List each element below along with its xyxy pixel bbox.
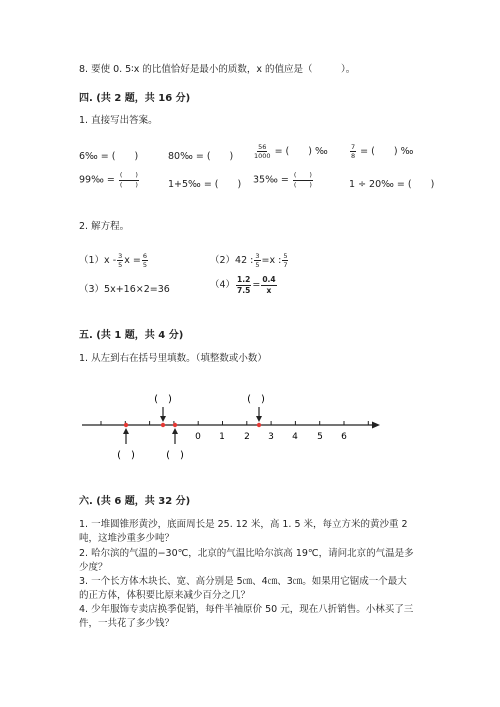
answer-item: 6‰ = ( ) bbox=[79, 151, 139, 162]
equation-2: （2）42 : $\frac{3}{5}$ =x : $\frac{5}{7}$ bbox=[210, 251, 288, 269]
equation-3: （3）5x+16×2=36 bbox=[79, 284, 170, 295]
question-1-prompt: 1. 直接写出答案。 bbox=[79, 115, 158, 126]
number-line-diagram bbox=[0, 380, 500, 470]
problem-line: 吨，这堆沙重多少吨？ bbox=[79, 533, 175, 544]
problem-line: 1. 一堆圆锥形黄沙，底面周长是 25. 12 米，高 1. 5 米，每立方米的黄沙重 2 bbox=[79, 519, 408, 530]
problem-line: 少度？ bbox=[79, 562, 108, 573]
fraction: $\frac{3}{5}$ bbox=[118, 251, 123, 269]
tick-label: 0 bbox=[195, 432, 201, 442]
question-number-line-prompt: 1. 从左到右在括号里填数。（填整数或小数） bbox=[79, 353, 267, 364]
answer-blank[interactable]: ( ) bbox=[117, 450, 135, 461]
fraction: $\frac{5}{7}$ bbox=[283, 251, 288, 269]
tick-label: 2 bbox=[244, 432, 250, 442]
arrowhead-icon bbox=[172, 428, 178, 434]
fraction: $\frac{6}{5}$ bbox=[142, 251, 148, 269]
answer-item: 1+5‰ = ( ) bbox=[168, 179, 242, 190]
tick-label: 6 bbox=[341, 432, 347, 442]
answer-blank[interactable]: ( ) bbox=[166, 450, 184, 461]
arrowhead-icon bbox=[123, 428, 129, 434]
tick-label: 3 bbox=[268, 432, 274, 442]
answer-item: 80‰ = ( ) bbox=[168, 151, 234, 162]
section-6-title: 六. (共 6 题，共 32 分) bbox=[79, 496, 191, 507]
tick-label: 4 bbox=[292, 432, 298, 442]
problem-line: 3. 一个长方体木块长、宽、高分别是 5㎝、4㎝、3㎝。如果用它锯成一个最大 bbox=[79, 576, 407, 587]
fraction: $\frac{3}{5}$ bbox=[255, 251, 260, 269]
marker-point bbox=[124, 423, 128, 427]
fraction: $\frac{( )}{( )}$ bbox=[119, 171, 138, 189]
answer-item: 99‰ = $\frac{( )}{( )}$ bbox=[79, 171, 138, 189]
tick-label: 5 bbox=[317, 432, 323, 442]
fraction: $\frac{7}{8}$ bbox=[351, 142, 356, 160]
problem-line: 4. 少年服饰专卖店换季促销，每件半袖原价 50 元，现在八折销售。小林买了三 bbox=[79, 604, 414, 615]
section-4-title: 四. (共 2 题，共 16 分) bbox=[79, 93, 191, 104]
arrowhead-icon bbox=[256, 416, 262, 422]
equation-4: （4） $\frac{1.2}{7.5}$ = $\frac{0.4}{x}$ bbox=[210, 275, 276, 295]
marker-point bbox=[173, 423, 177, 427]
fraction: $\frac{( )}{( )}$ bbox=[293, 171, 312, 189]
arrowhead-icon bbox=[160, 416, 166, 422]
arrowhead-icon bbox=[372, 422, 380, 429]
fraction: $\frac{1.2}{7.5}$ bbox=[237, 275, 251, 295]
marker-point bbox=[161, 423, 165, 427]
marker-point bbox=[257, 423, 261, 427]
problem-line: 的正方体，体积要比原来减少百分之几？ bbox=[79, 590, 251, 601]
fraction: $\frac{56}{1000}$ bbox=[254, 142, 271, 160]
tick-labels bbox=[195, 432, 347, 442]
question-8: 8. 要使 0. 5∶x 的比值恰好是最小的质数，x 的值应是（ ）。 bbox=[79, 64, 356, 75]
section-5-title: 五. (共 1 题，共 4 分) bbox=[79, 330, 184, 341]
problem-line: 2. 哈尔滨的气温的−30℃，北京的气温比哈尔滨高 19℃，请问北京的气温是多 bbox=[79, 548, 414, 559]
answer-item: $\frac{56}{1000}$ = ( ) ‰ bbox=[254, 142, 328, 160]
answer-blank[interactable]: ( ) bbox=[154, 394, 172, 405]
fraction: $\frac{0.4}{x}$ bbox=[262, 275, 276, 295]
question-2-prompt: 2. 解方程。 bbox=[79, 221, 130, 232]
answer-blank[interactable]: ( ) bbox=[247, 394, 265, 405]
answer-item: $\frac{7}{8}$ = ( ) ‰ bbox=[351, 142, 414, 160]
tick-label: 1 bbox=[219, 432, 225, 442]
answer-item: 1 ÷ 20‰ = ( ) bbox=[349, 179, 435, 190]
tick-marks bbox=[101, 421, 368, 425]
equation-1: （1）x - $\frac{3}{5}$ x = $\frac{6}{5}$ bbox=[79, 251, 148, 269]
answer-item: 35‰ = $\frac{( )}{( )}$ bbox=[253, 171, 312, 189]
problem-line: 件，一共花了多少钱？ bbox=[79, 618, 175, 629]
